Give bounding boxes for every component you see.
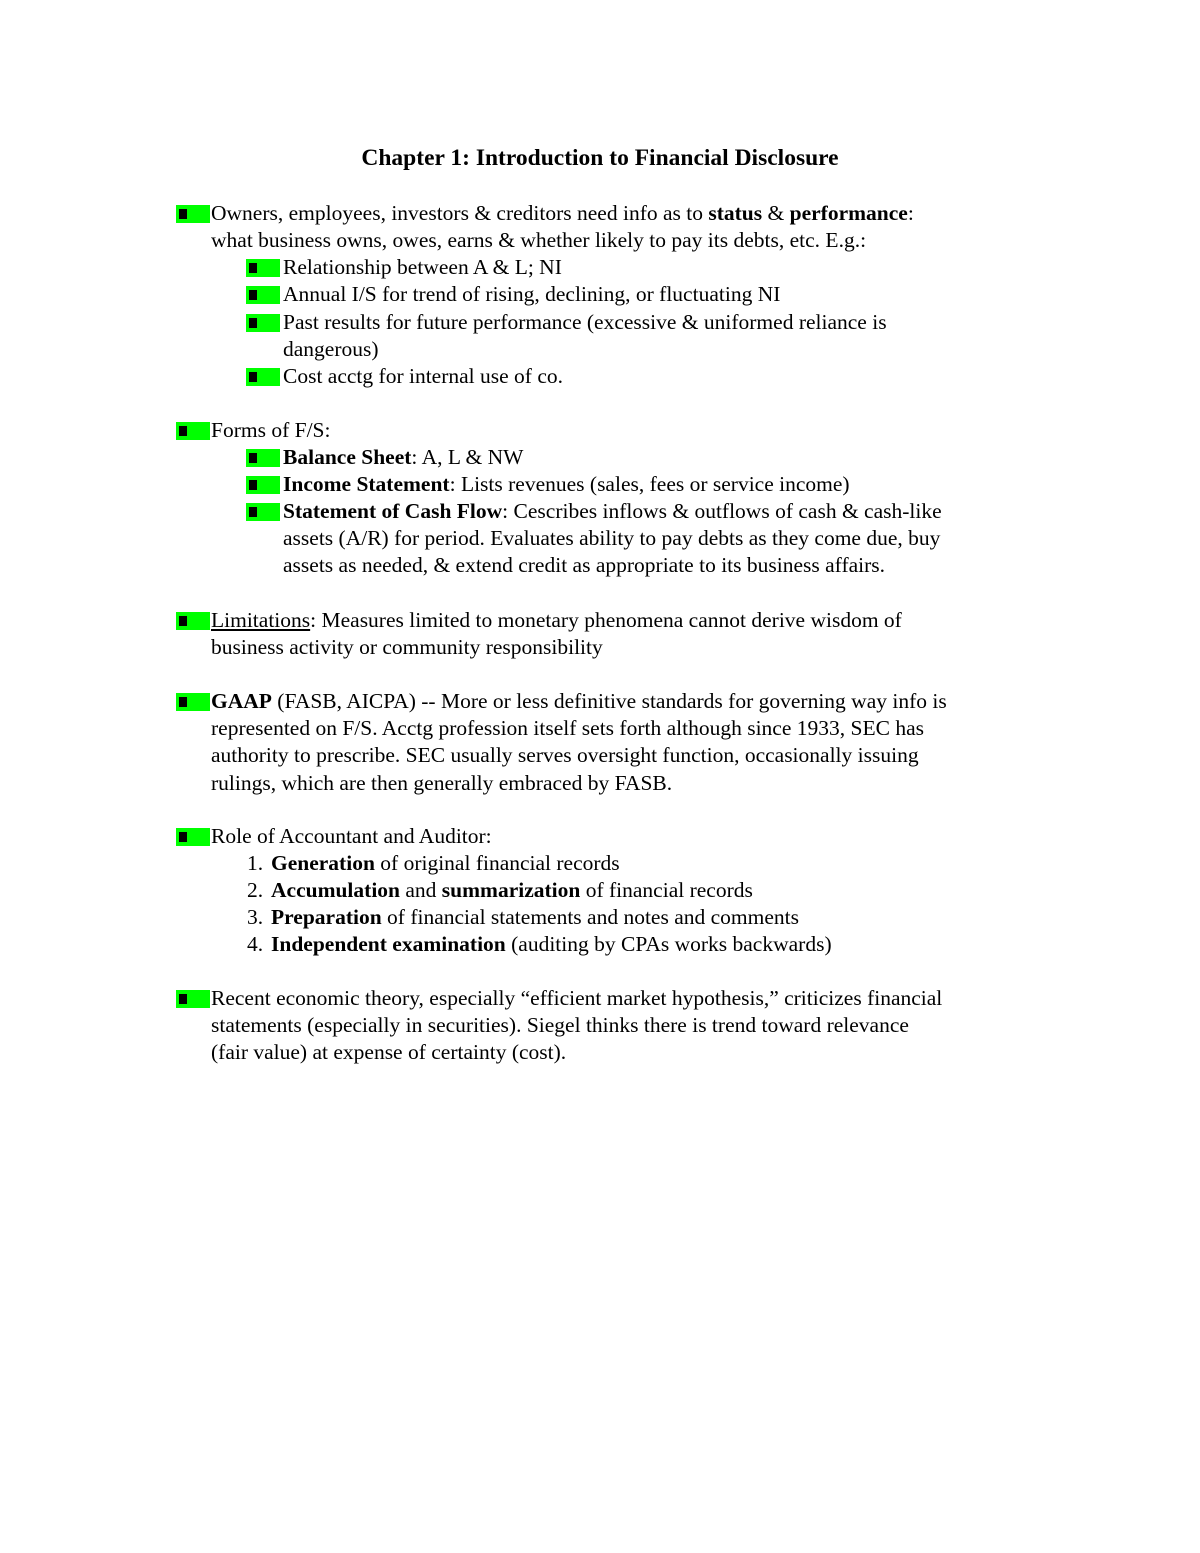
bold-term: Independent examination bbox=[271, 932, 506, 956]
text-line: business activity or community responsibility bbox=[211, 635, 603, 660]
bullet-icon bbox=[176, 422, 210, 440]
text-line: dangerous) bbox=[283, 337, 379, 362]
numbered-item bbox=[247, 904, 799, 931]
text-line: Annual I/S for trend of rising, declining, or fluctuating NI bbox=[283, 282, 781, 306]
text-span: Owners, employees, investors & creditors need info as to bbox=[211, 201, 709, 225]
sub-bullet-cost-acctg bbox=[283, 363, 1043, 390]
bullet-paragraph-economic-theory bbox=[211, 985, 1041, 1067]
bullet-icon bbox=[176, 990, 210, 1008]
text-line bbox=[211, 607, 1041, 634]
bullet-icon bbox=[176, 693, 210, 711]
text-span: (auditing by CPAs works backwards) bbox=[505, 932, 832, 956]
bold-term: Income Statement bbox=[283, 472, 450, 496]
item-number: 3. bbox=[247, 905, 264, 929]
text-span: (FASB, AICPA) -- More or less definitive standards for governing way info is bbox=[271, 689, 947, 713]
numbered-item bbox=[247, 877, 753, 904]
bold-term-performance: performance bbox=[789, 201, 908, 225]
text-line: Relationship between A & L; NI bbox=[283, 255, 562, 279]
text-span: : Lists revenues (sales, fees or service income) bbox=[449, 472, 850, 496]
text-span: of financial records bbox=[580, 878, 753, 902]
text-line: assets as needed, & extend credit as appropriate to its business affairs. bbox=[283, 553, 886, 578]
sub-bullet-income-statement bbox=[283, 471, 1043, 498]
bold-term: Statement of Cash Flow bbox=[283, 499, 503, 523]
text-line: Past results for future performance (excessive & uniformed reliance is bbox=[283, 310, 887, 334]
item-number: 1. bbox=[247, 851, 264, 875]
bullet-icon bbox=[176, 612, 210, 630]
text-line bbox=[283, 444, 1043, 471]
bullet-icon bbox=[176, 828, 210, 846]
bullet-icon bbox=[246, 259, 280, 277]
bullet-paragraph-info-needs bbox=[211, 200, 1041, 254]
bullet-paragraph-forms bbox=[211, 417, 1041, 444]
text-line: authority to prescribe. SEC usually serves oversight function, occasionally issuing bbox=[211, 743, 919, 768]
numbered-item bbox=[247, 850, 620, 877]
bullet-paragraph-role bbox=[211, 823, 1041, 850]
text-line bbox=[283, 471, 1043, 498]
numbered-item bbox=[247, 931, 832, 958]
text-line: Recent economic theory, especially “efficient market hypothesis,” criticizes financial bbox=[211, 986, 943, 1010]
sub-bullet-relationship bbox=[283, 254, 1043, 281]
text-line: Cost acctg for internal use of co. bbox=[283, 364, 564, 388]
text-line bbox=[211, 688, 1041, 715]
bold-term: GAAP bbox=[211, 689, 272, 713]
page-title: Chapter 1: Introduction to Financial Disclosure bbox=[361, 145, 839, 171]
bullet-icon bbox=[246, 368, 280, 386]
text-span: of original financial records bbox=[374, 851, 620, 875]
sub-bullet-annual-is bbox=[283, 281, 1043, 308]
text-line: Forms of F/S: bbox=[211, 418, 331, 442]
text-span: : Measures limited to monetary phenomena cannot derive wisdom of bbox=[310, 608, 902, 632]
text-span: & bbox=[762, 201, 790, 225]
sub-bullet-balance-sheet bbox=[283, 444, 1043, 471]
text-line: what business owns, owes, earns & whether likely to pay its debts, etc. E.g.: bbox=[211, 228, 867, 253]
text-span: : A, L & NW bbox=[411, 445, 524, 469]
text-span: of financial statements and notes and comments bbox=[381, 905, 800, 929]
bold-term: Balance Sheet bbox=[283, 445, 412, 469]
text-line: represented on F/S. Acctg profession itself sets forth although since 1933, SEC has bbox=[211, 716, 924, 741]
text-span: and bbox=[400, 878, 442, 902]
bold-term: Accumulation bbox=[271, 878, 400, 902]
sub-bullet-past-results bbox=[283, 309, 1043, 363]
bullet-icon bbox=[246, 286, 280, 304]
bold-term-status: status bbox=[708, 201, 763, 225]
text-line: statements (especially in securities). Siegel thinks there is trend toward relevance bbox=[211, 1013, 909, 1038]
bullet-icon bbox=[246, 476, 280, 494]
bold-term: Generation bbox=[271, 851, 375, 875]
text-line: (fair value) at expense of certainty (cost). bbox=[211, 1040, 567, 1065]
bullet-paragraph-gaap bbox=[211, 688, 1041, 797]
text-line: Role of Accountant and Auditor: bbox=[211, 824, 492, 848]
bullet-icon bbox=[176, 205, 210, 223]
bold-term: summarization bbox=[441, 878, 581, 902]
underlined-term: Limitations bbox=[211, 608, 311, 632]
text-span: : bbox=[907, 201, 914, 225]
text-line: rulings, which are then generally embraced by FASB. bbox=[211, 770, 673, 795]
bullet-paragraph-limitations bbox=[211, 607, 1041, 661]
bullet-icon bbox=[246, 503, 280, 521]
item-number: 4. bbox=[247, 932, 264, 956]
text-line: assets (A/R) for period. Evaluates ability to pay debts as they come due, buy bbox=[283, 526, 941, 551]
bullet-icon bbox=[246, 449, 280, 467]
bold-term: Preparation bbox=[271, 905, 382, 929]
text-line bbox=[211, 200, 1041, 227]
text-span: : Cescribes inflows & outflows of cash & cash-like bbox=[502, 499, 942, 523]
sub-bullet-cash-flow bbox=[283, 498, 1043, 580]
text-line bbox=[283, 498, 1043, 525]
item-number: 2. bbox=[247, 878, 264, 902]
bullet-icon bbox=[246, 314, 280, 332]
